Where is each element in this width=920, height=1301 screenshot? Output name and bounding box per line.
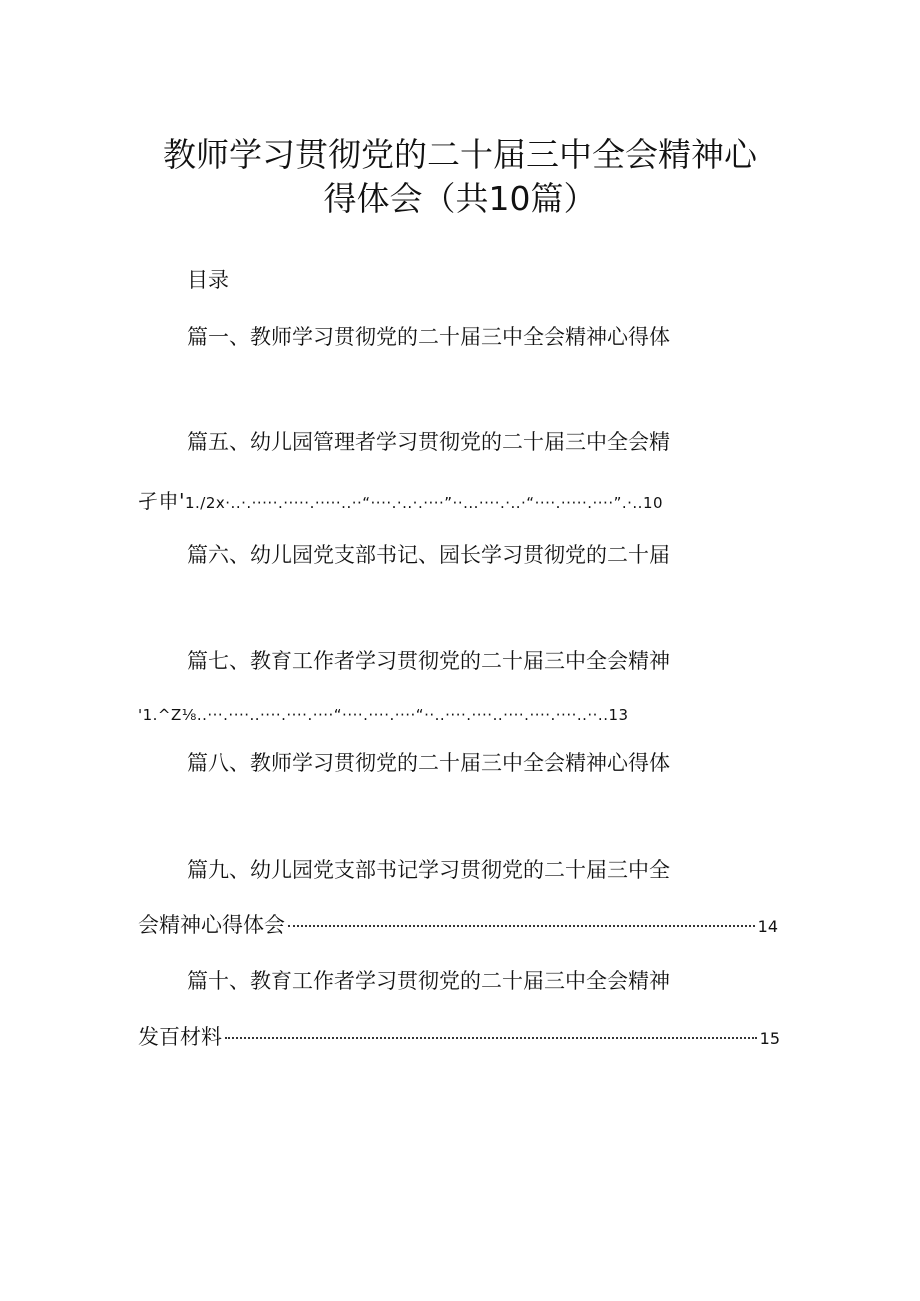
- page-number: 15: [759, 1029, 780, 1048]
- dot-leader: [288, 925, 755, 927]
- toc-entry-5[interactable]: 篇五、幼儿园管理者学习贯彻党的二十届三中全会精: [187, 430, 670, 454]
- page-number: 14: [757, 917, 778, 936]
- toc-entry-5-lead: 孑申': [138, 489, 185, 513]
- toc-label: 目录: [187, 268, 229, 292]
- toc-entry-9-continuation[interactable]: [138, 910, 778, 942]
- dot-leader: [225, 1037, 757, 1039]
- document-title: [140, 133, 780, 221]
- toc-entry-10-text: 发百材料: [138, 1025, 222, 1049]
- toc-entry-7[interactable]: 篇七、教育工作者学习贯彻党的二十届三中全会精神: [187, 649, 670, 673]
- title-line-1: 教师学习贯彻党的二十届三中全会精神心: [163, 135, 757, 174]
- toc-entry-9-text: 会精神心得体会: [138, 913, 285, 937]
- toc-entry-10-continuation[interactable]: [138, 1022, 780, 1054]
- toc-entry-1[interactable]: 篇一、教师学习贯彻党的二十届三中全会精神心得体: [187, 325, 670, 349]
- toc-entry-7-leader: '1.^Z⅛..···.····..····.····.····“····.····.····“··..····.····..····.····.····..··..13: [138, 706, 629, 724]
- title-line-2: 得体会（共10篇）: [323, 179, 597, 218]
- toc-entry-10[interactable]: 篇十、教育工作者学习贯彻党的二十届三中全会精神: [187, 969, 670, 993]
- toc-entry-6[interactable]: 篇六、幼儿园党支部书记、园长学习贯彻党的二十届: [187, 543, 670, 567]
- toc-entry-5-continuation[interactable]: [138, 486, 663, 518]
- toc-entry-5-leader: 1./2x·..·.·····.·····.·····..··“····.·..·.····”··...····.·..·“····.·····.····”.·..10: [185, 494, 664, 512]
- toc-entry-8[interactable]: 篇八、教师学习贯彻党的二十届三中全会精神心得体: [187, 751, 670, 775]
- toc-entry-9[interactable]: 篇九、幼儿园党支部书记学习贯彻党的二十届三中全: [187, 858, 670, 882]
- toc-entry-7-continuation[interactable]: [138, 700, 629, 730]
